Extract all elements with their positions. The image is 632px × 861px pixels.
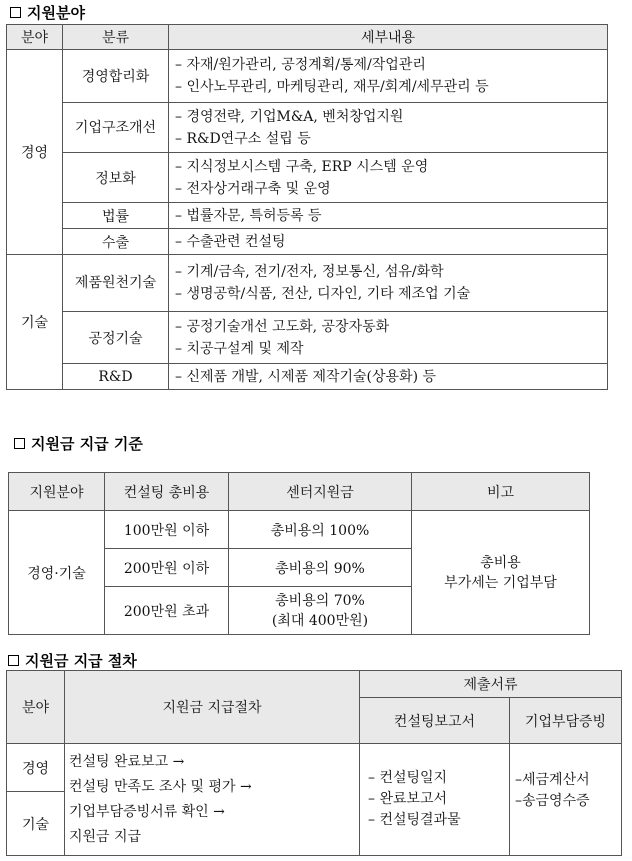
note-line: 부가세는 기업부담 — [444, 574, 557, 591]
details-cell — [169, 203, 608, 229]
field-cell: 경영 — [7, 50, 63, 255]
procedure-step: 지원금 지급 — [69, 828, 142, 845]
support-line: 총비용의 70% — [275, 592, 365, 609]
report-doc: – 컨설팅결과물 — [368, 812, 461, 828]
field-cell: 기술 — [7, 792, 65, 856]
detail-line: – 생명공학/식품, 전산, 디자인, 기타 제조업 기술 — [175, 286, 471, 302]
checkbox-square-icon — [10, 7, 21, 18]
header-support-field: 지원분야 — [9, 473, 105, 511]
details-cell — [169, 312, 608, 364]
header-consulting-report: 컨설팅보고서 — [360, 698, 510, 744]
detail-line: – 치공구설계 및 제작 — [175, 340, 304, 357]
detail-line: – 법률자문, 특허등록 등 — [175, 207, 322, 224]
section1-title: 지원분야 — [27, 4, 85, 22]
support-fields-table — [6, 24, 608, 390]
header-details: 세부내용 — [169, 25, 608, 50]
detail-line: – 자재/원가관리, 공정계획/통제/작업관리 — [175, 57, 426, 73]
detail-line: – 공정기술개선 고도화, 공장자동화 — [175, 318, 390, 335]
category-cell — [63, 255, 169, 312]
detail-line: – 수출관련 컨설팅 — [175, 233, 286, 250]
field-cell: 경영 — [7, 744, 65, 792]
proof-doc: –세금계산서 — [515, 771, 590, 788]
category-label: 기업구조개선 — [74, 119, 157, 136]
category-cell: 수출 — [63, 229, 169, 255]
category-cell: 정보화 — [63, 153, 169, 203]
detail-line: – 경영전략, 기업M&A, 벤처창업지원 — [175, 108, 404, 125]
header-documents: 제출서류 — [360, 671, 622, 698]
procedure-cell — [65, 744, 360, 856]
support-cell — [229, 587, 412, 635]
report-docs-cell — [360, 744, 510, 856]
section3-title: 지원금 지급 절차 — [25, 652, 137, 670]
category-label: 제품원천기술 — [74, 275, 157, 291]
header-company-proof: 기업부담증빙 — [510, 698, 622, 744]
report-doc: – 완료보고서 — [368, 791, 448, 807]
detail-line: – 신제품 개발, 시제품 제작기술(상용화) 등 — [175, 368, 437, 385]
header-procedure: 지원금 지급절차 — [65, 671, 360, 744]
header-center-support: 센터지원금 — [229, 473, 412, 511]
details-cell — [169, 153, 608, 203]
header-category: 분류 — [63, 25, 169, 50]
support-cell: 총비용의 90% — [229, 549, 412, 587]
cost-cell: 200만원 이하 — [105, 549, 229, 587]
proof-docs-cell — [510, 744, 622, 856]
details-cell — [169, 103, 608, 153]
header-note: 비고 — [412, 473, 590, 511]
section2-heading — [14, 433, 143, 454]
field-cell: 경영·기술 — [9, 511, 105, 635]
support-criteria-table — [8, 472, 590, 635]
payment-procedure-table — [6, 670, 622, 856]
report-doc: – 컨설팅일지 — [368, 770, 448, 786]
header-field: 분야 — [7, 25, 63, 50]
section2-title: 지원금 지급 기준 — [31, 435, 143, 453]
checkbox-square-icon — [14, 438, 25, 449]
detail-line: – 지식정보시스템 구축, ERP 시스템 운영 — [175, 158, 429, 175]
field-cell: 기술 — [7, 255, 63, 390]
category-cell — [63, 103, 169, 153]
category-cell: 경영합리화 — [63, 50, 169, 103]
detail-line: – 인사노무관리, 마케팅관리, 재무/회계/세무관리 등 — [175, 79, 489, 95]
section3-heading — [8, 650, 137, 671]
detail-line: – 기계/금속, 전기/전자, 정보통신, 섬유/화학 — [175, 264, 444, 280]
category-cell: 공정기술 — [63, 312, 169, 364]
checkbox-square-icon — [8, 655, 19, 666]
details-cell — [169, 364, 608, 390]
header-field: 분야 — [7, 671, 65, 744]
detail-line: – R&D연구소 설립 등 — [175, 130, 311, 147]
proof-doc: –송금영수증 — [515, 792, 590, 809]
procedure-step: 컨설팅 완료보고 → — [69, 753, 185, 770]
support-line: (최대 400만원) — [271, 612, 369, 629]
header-total-cost: 컨설팅 총비용 — [105, 473, 229, 511]
detail-line: – 전자상거래구축 및 운영 — [175, 180, 331, 197]
details-cell — [169, 50, 608, 103]
details-cell — [169, 255, 608, 312]
note-cell — [412, 511, 590, 635]
procedure-step: 기업부담증빙서류 확인 → — [69, 803, 225, 820]
details-cell — [169, 229, 608, 255]
category-cell: R&D — [63, 364, 169, 390]
support-cell: 총비용의 100% — [229, 511, 412, 549]
cost-cell: 200만원 초과 — [105, 587, 229, 635]
note-line: 총비용 — [480, 554, 521, 571]
category-cell: 법률 — [63, 203, 169, 229]
section1-heading — [10, 2, 85, 23]
procedure-step: 컨설팅 만족도 조사 및 평가 → — [69, 778, 252, 795]
cost-cell: 100만원 이하 — [105, 511, 229, 549]
